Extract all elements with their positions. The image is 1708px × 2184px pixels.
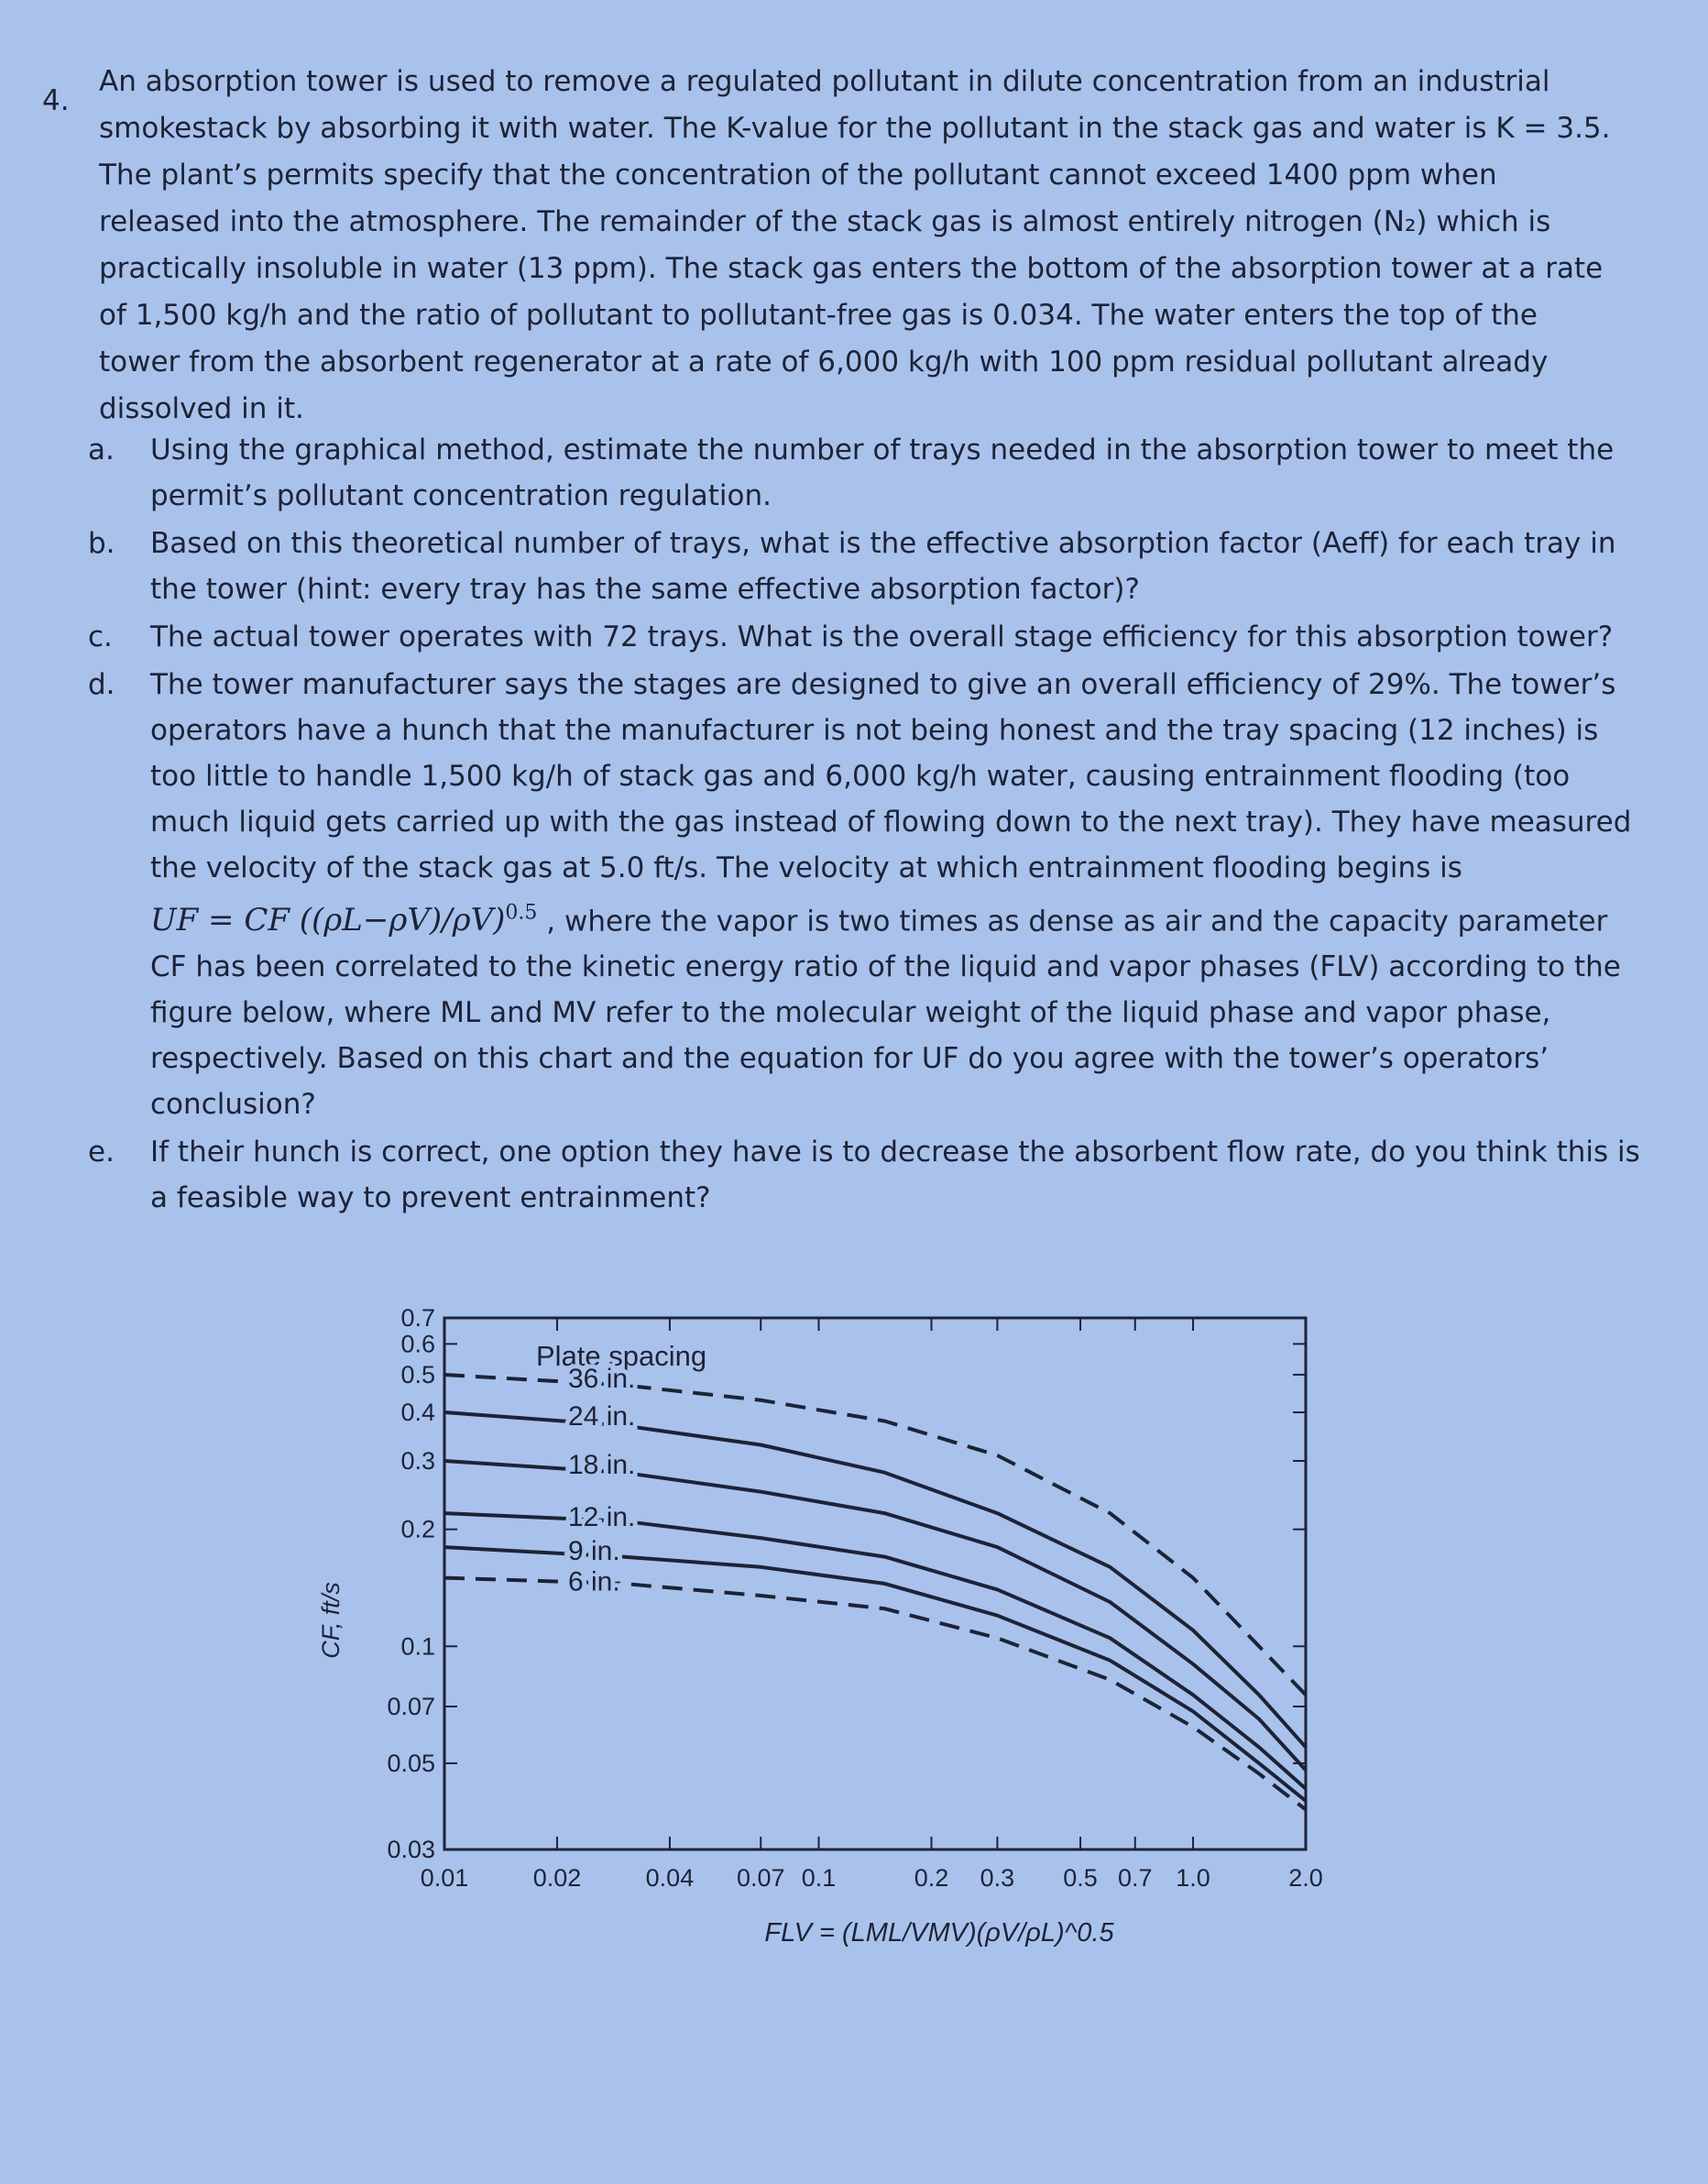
y-tick-label-1: 0.6 [400,1330,435,1358]
part-b [88,521,1646,612]
formula-exponent: 0.5 [505,902,538,925]
series-label-4: 9 in. [568,1536,620,1567]
legend-title: Plate spacing [536,1340,707,1372]
y-tick-label-9: 0.03 [387,1836,435,1863]
flooding-velocity-formula [150,902,537,938]
y-tick-label-6: 0.1 [400,1632,435,1661]
y-tick-label-2: 0.5 [400,1360,435,1388]
series-label-3: 12 in. [568,1502,636,1533]
part-d-label: d. [88,668,115,701]
part-a [88,427,1646,519]
capacity-chart [312,1283,1356,1980]
x-tick-label-1: 0.02 [532,1864,582,1892]
part-e-label: e. [88,1136,115,1169]
x-tick-label-5: 0.2 [914,1864,949,1892]
x-tick-label-3: 0.07 [736,1864,785,1892]
series-line-5 [444,1578,1306,1810]
x-tick-label-0: 0.01 [420,1864,469,1892]
x-tick-label-6: 0.3 [980,1864,1015,1892]
x-tick-label-8: 0.7 [1117,1864,1153,1892]
x-tick-label-2: 0.04 [645,1864,695,1892]
x-tick-label-7: 0.5 [1063,1864,1098,1892]
y-tick-label-3: 0.4 [400,1399,435,1427]
series-label-5: 6 in. [568,1566,620,1597]
part-d [88,662,1646,1127]
x-axis-label: FLV = (LML/VMV)(ρV/ρL)^0.5 [764,1918,1114,1948]
formula-body: UF = CF ((ρL−ρV)/ρV) [150,902,506,939]
part-e-text: If their hunch is correct, one option they have is to decrease the absorbent flow rate, do you think this is a feasible way to prevent entrainment? [150,1136,1640,1215]
part-d-text-1: The tower manufacturer says the stages are designed to give an overall efficiency of 29%. The tower’s operators have a hunch that the manufacturer is not being honest and the tray spacing (12 inches) is too little to handle 1,500 kg/h of stack gas and 6,000 kg/h water, causing entrainment flooding (too much liquid gets carried up with the gas instead of flowing down to the next tray). They have measured the velocity of the stack gas at 5.0 ft/s. The velocity at which entrainment flooding begins is [150,668,1632,884]
part-a-text: Using the graphical method, estimate the number of trays needed in the absorption tower to meet the permit’s pollutant concentration regulation. [150,434,1615,512]
y-tick-label-0: 0.7 [400,1304,435,1332]
series-label-0: 36 in. [568,1363,636,1394]
part-b-text: Based on this theoretical number of trays, what is the effective absorption factor (Aeff) for each tray in the tower (hint: every tray has the same effective absorption factor)? [150,527,1616,606]
part-d-body [150,662,1646,1127]
part-c [88,614,1646,660]
question-intro: An absorption tower is used to remove a regulated pollutant in dilute concentration from an industrial smokestack by absorbing it with water. The K-value for the pollutant in the stack gas and water is K = 3.5. The plant’s permits specify that the concentration of the pollutant cannot exceed 1400 ppm when released into the atmosphere. The remainder of the stack gas is almost entirely nitrogen (N₂) which is practically insoluble in water (13 ppm). The stack gas enters the bottom of the absorption tower at a rate of 1,500 kg/h and the ratio of pollutant to pollutant-free gas is 0.034. The water enters the top of the tower from the absorbent regenerator at a rate of 6,000 kg/h with 100 ppm residual pollutant already dissolved in it. [99,65,1611,425]
part-c-text: The actual tower operates with 72 trays. What is the overall stage efficiency for this absorption tower? [150,620,1614,653]
part-a-label: a. [88,434,115,466]
x-tick-label-10: 2.0 [1288,1864,1323,1892]
part-b-label: b. [88,527,115,560]
part-c-label: c. [88,620,113,653]
part-d-text-2: , where the vapor is two times as dense as air and the capacity parameter CF has been correlated to the kinetic energy ratio of the liquid and vapor phases (FLV) according to the figure below, where ML and MV refer to the molecular weight of the liquid phase and vapor phase, respectively. Based on this chart and the equation for UF do you agree with the tower’s operators’ conclusion? [150,905,1621,1122]
x-tick-label-9: 1.0 [1176,1864,1210,1892]
y-tick-label-5: 0.2 [400,1515,435,1543]
y-tick-label-7: 0.07 [387,1692,435,1720]
question-parts [88,427,1646,1223]
series-label-1: 24 in. [568,1401,636,1432]
y-axis-label: CF, ft/s [317,1582,345,1659]
x-tick-label-4: 0.1 [801,1864,837,1892]
capacity-chart-svg [312,1283,1356,1980]
series-label-2: 18 in. [568,1450,636,1481]
part-e [88,1129,1646,1221]
y-tick-label-4: 0.3 [400,1447,435,1476]
y-tick-label-8: 0.05 [387,1749,435,1777]
question-number: 4. [42,84,70,117]
